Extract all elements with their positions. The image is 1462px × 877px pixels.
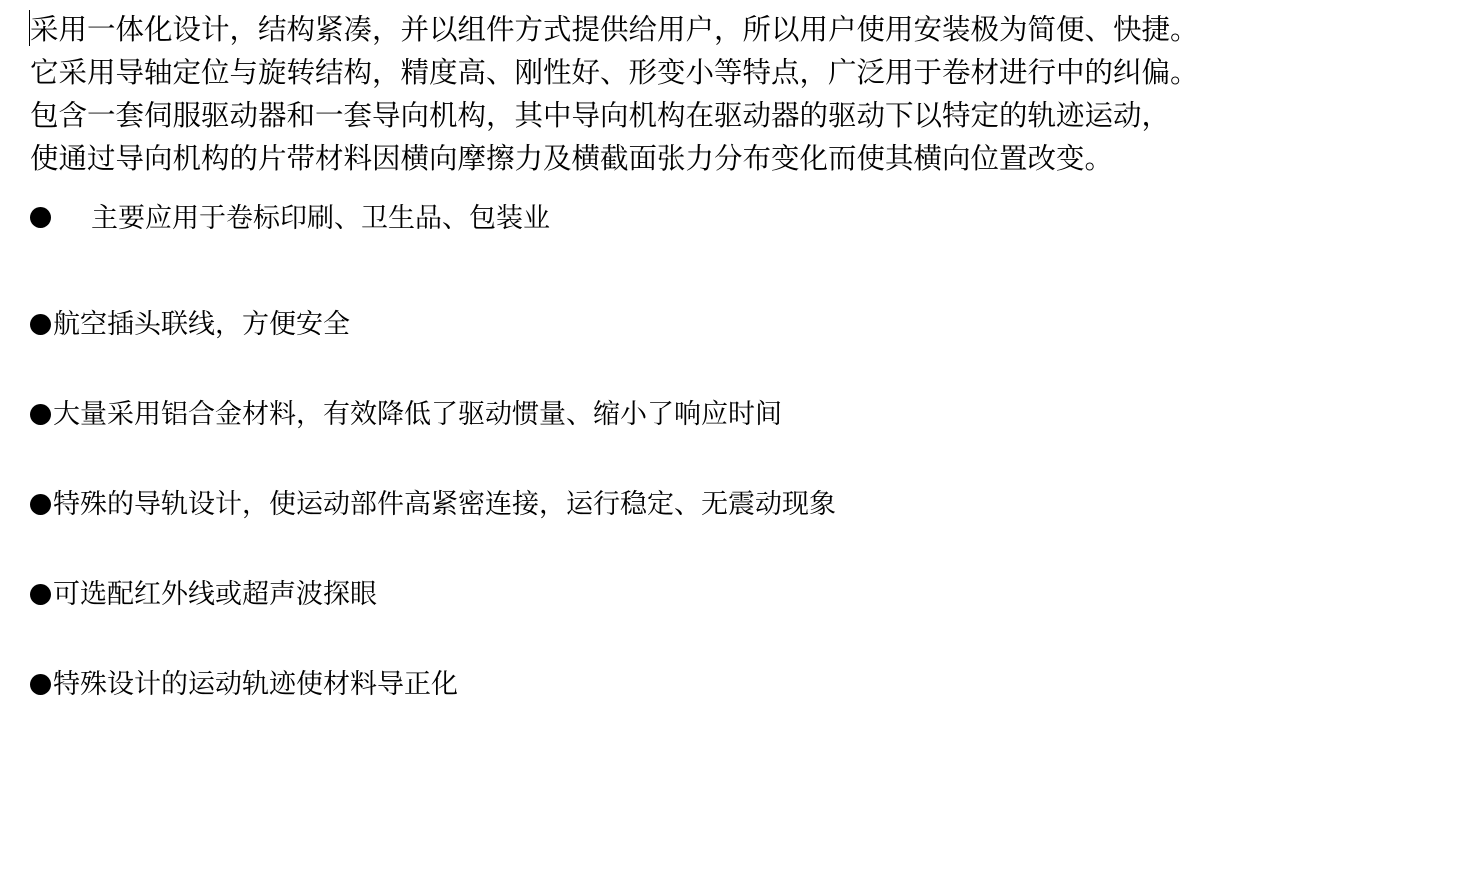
intro-line-3: 包含一套伺服驱动器和一套导向机构，其中导向机构在驱动器的驱动下以特定的轨迹运动， [30,99,1171,132]
list-item-label: 特殊设计的运动轨迹使材料导正化 [53,669,458,700]
list-item-label: 特殊的导轨设计，使运动部件高紧密连接，运行稳定、无震动现象 [53,489,836,520]
list-item-label: 航空插头联线，方便安全 [53,309,350,340]
text-cursor [29,10,30,46]
paragraph-spacer [30,180,1434,202]
list-item-label: 可选配红外线或超声波探眼 [53,579,377,610]
list-item [30,308,1434,342]
intro-line-2: 它采用导轴定位与旋转结构，精度高、刚性好、形变小等特点，广泛用于卷材进行中的纠偏。 [30,56,1199,89]
bullet-dot-icon [30,404,51,425]
list-item-label: 大量采用铝合金材料，有效降低了驱动惯量、缩小了响应时间 [53,399,782,430]
list-item [30,202,1434,236]
list-item [30,578,1434,612]
feature-bullet-list [30,202,1434,702]
list-item-label: 主要应用于卷标印刷、卫生品、包装业 [91,203,550,234]
bullet-dot-icon [30,584,51,605]
intro-paragraph [30,8,1434,180]
bullet-dot-icon [30,674,51,695]
list-item [30,398,1434,432]
bullet-dot-icon [30,494,51,515]
bullet-dot-icon [30,207,51,228]
intro-line-1: 采用一体化设计，结构紧凑，并以组件方式提供给用户，所以用户使用安装极为简便、快捷。 [30,13,1199,46]
list-item [30,668,1434,702]
bullet-dot-icon [30,314,51,335]
list-item [30,488,1434,522]
intro-line-4: 使通过导向机构的片带材料因横向摩擦力及横截面张力分布变化而使其横向位置改变。 [30,142,1114,175]
